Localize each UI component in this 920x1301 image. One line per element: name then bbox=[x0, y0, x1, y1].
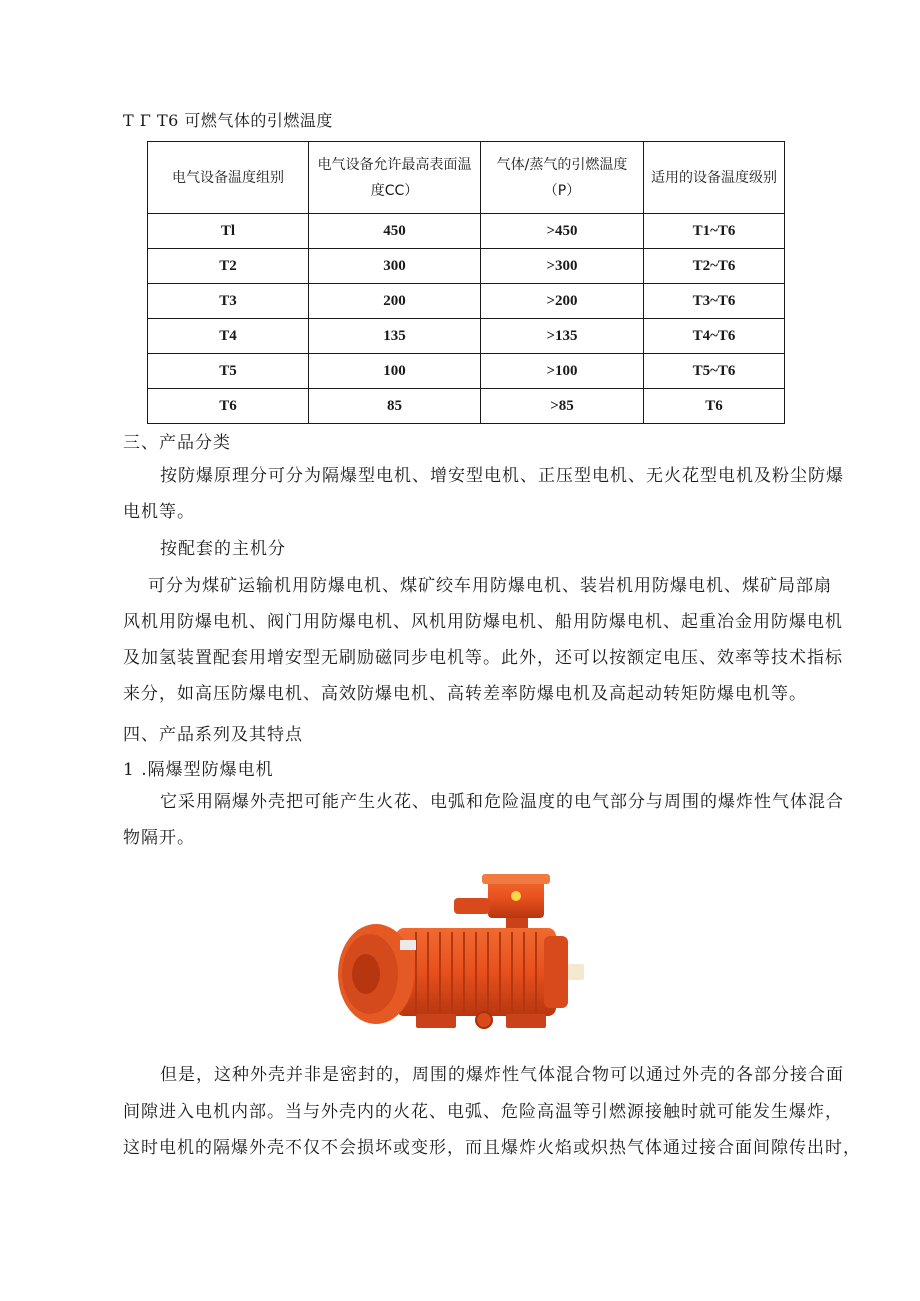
table-row bbox=[148, 389, 785, 424]
table-row bbox=[148, 284, 785, 319]
table-row bbox=[148, 319, 785, 354]
explosion-proof-motor-image bbox=[336, 870, 586, 1055]
table-cell: T6 bbox=[644, 389, 785, 424]
table-header-row bbox=[148, 142, 785, 214]
table-cell: 450 bbox=[309, 214, 481, 249]
table-cell: T5 bbox=[148, 354, 309, 389]
header-max-surface-temp: 电气设备允许最高表面温度CC） bbox=[309, 142, 481, 214]
table-cell: T4 bbox=[148, 319, 309, 354]
section-heading-product-series: 四、产品系列及其特点 bbox=[123, 725, 303, 745]
item-heading-flameproof-motor: 1 .隔爆型防爆电机 bbox=[123, 760, 274, 780]
table-row bbox=[148, 354, 785, 389]
table-cell: T3 bbox=[148, 284, 309, 319]
paragraph-line: 风机用防爆电机、阀门用防爆电机、风机用防爆电机、船用防爆电机、起重冶金用防爆电机 bbox=[123, 612, 843, 632]
header-temperature-group: 电气设备温度组别 bbox=[148, 142, 309, 214]
sub-heading-by-host-machine: 按配套的主机分 bbox=[160, 539, 286, 559]
table-cell: >85 bbox=[481, 389, 644, 424]
table-row bbox=[148, 214, 785, 249]
table-cell: 135 bbox=[309, 319, 481, 354]
header-applicable-class: 适用的设备温度级别 bbox=[644, 142, 785, 214]
table-cell: >100 bbox=[481, 354, 644, 389]
header-ignition-temp: 气体/蒸气的引燃温度（P） bbox=[481, 142, 644, 214]
paragraph-line: 物隔开。 bbox=[123, 828, 195, 848]
table-row bbox=[148, 249, 785, 284]
paragraph-line: 间隙进入电机内部。当与外壳内的火花、电弧、危险高温等引燃源接触时就可能发生爆炸， bbox=[123, 1102, 843, 1122]
paragraph-line: 按防爆原理分可分为隔爆型电机、增安型电机、正压型电机、无火花型电机及粉尘防爆 bbox=[160, 466, 844, 486]
table-cell: T3~T6 bbox=[644, 284, 785, 319]
table-cell: T4~T6 bbox=[644, 319, 785, 354]
paragraph-line: 但是，这种外壳并非是密封的，周围的爆炸性气体混合物可以通过外壳的各部分接合面 bbox=[160, 1065, 844, 1085]
table-cell: T1~T6 bbox=[644, 214, 785, 249]
table-cell: T6 bbox=[148, 389, 309, 424]
paragraph-line: 及加氢装置配套用增安型无刷励磁同步电机等。此外，还可以按额定电压、效率等技术指标 bbox=[123, 648, 843, 668]
table-cell: 100 bbox=[309, 354, 481, 389]
ignition-temperature-table bbox=[147, 141, 785, 424]
paragraph-line: 电机等。 bbox=[123, 502, 195, 522]
section-heading-product-classification: 三、产品分类 bbox=[123, 433, 231, 453]
paragraph-line: 可分为煤矿运输机用防爆电机、煤矿绞车用防爆电机、装岩机用防爆电机、煤矿局部扇 bbox=[148, 576, 832, 596]
table-cell: >200 bbox=[481, 284, 644, 319]
table-cell: 200 bbox=[309, 284, 481, 319]
table-cell: Tl bbox=[148, 214, 309, 249]
table-cell: T2 bbox=[148, 249, 309, 284]
table-cell: T2~T6 bbox=[644, 249, 785, 284]
table-cell: 300 bbox=[309, 249, 481, 284]
table-cell: >450 bbox=[481, 214, 644, 249]
table-cell: 85 bbox=[309, 389, 481, 424]
paragraph-line: 它采用隔爆外壳把可能产生火花、电弧和危险温度的电气部分与周围的爆炸性气体混合 bbox=[160, 792, 844, 812]
table-cell: >135 bbox=[481, 319, 644, 354]
paragraph-line: 这时电机的隔爆外壳不仅不会损坏或变形，而且爆炸火焰或炽热气体通过接合面间隙传出时， bbox=[123, 1138, 861, 1158]
paragraph-line: 来分，如高压防爆电机、高效防爆电机、高转差率防爆电机及高起动转矩防爆电机等。 bbox=[123, 684, 807, 704]
table-caption: T Γ T6 可燃气体的引燃温度 bbox=[123, 111, 333, 130]
table-cell: >300 bbox=[481, 249, 644, 284]
table-cell: T5~T6 bbox=[644, 354, 785, 389]
